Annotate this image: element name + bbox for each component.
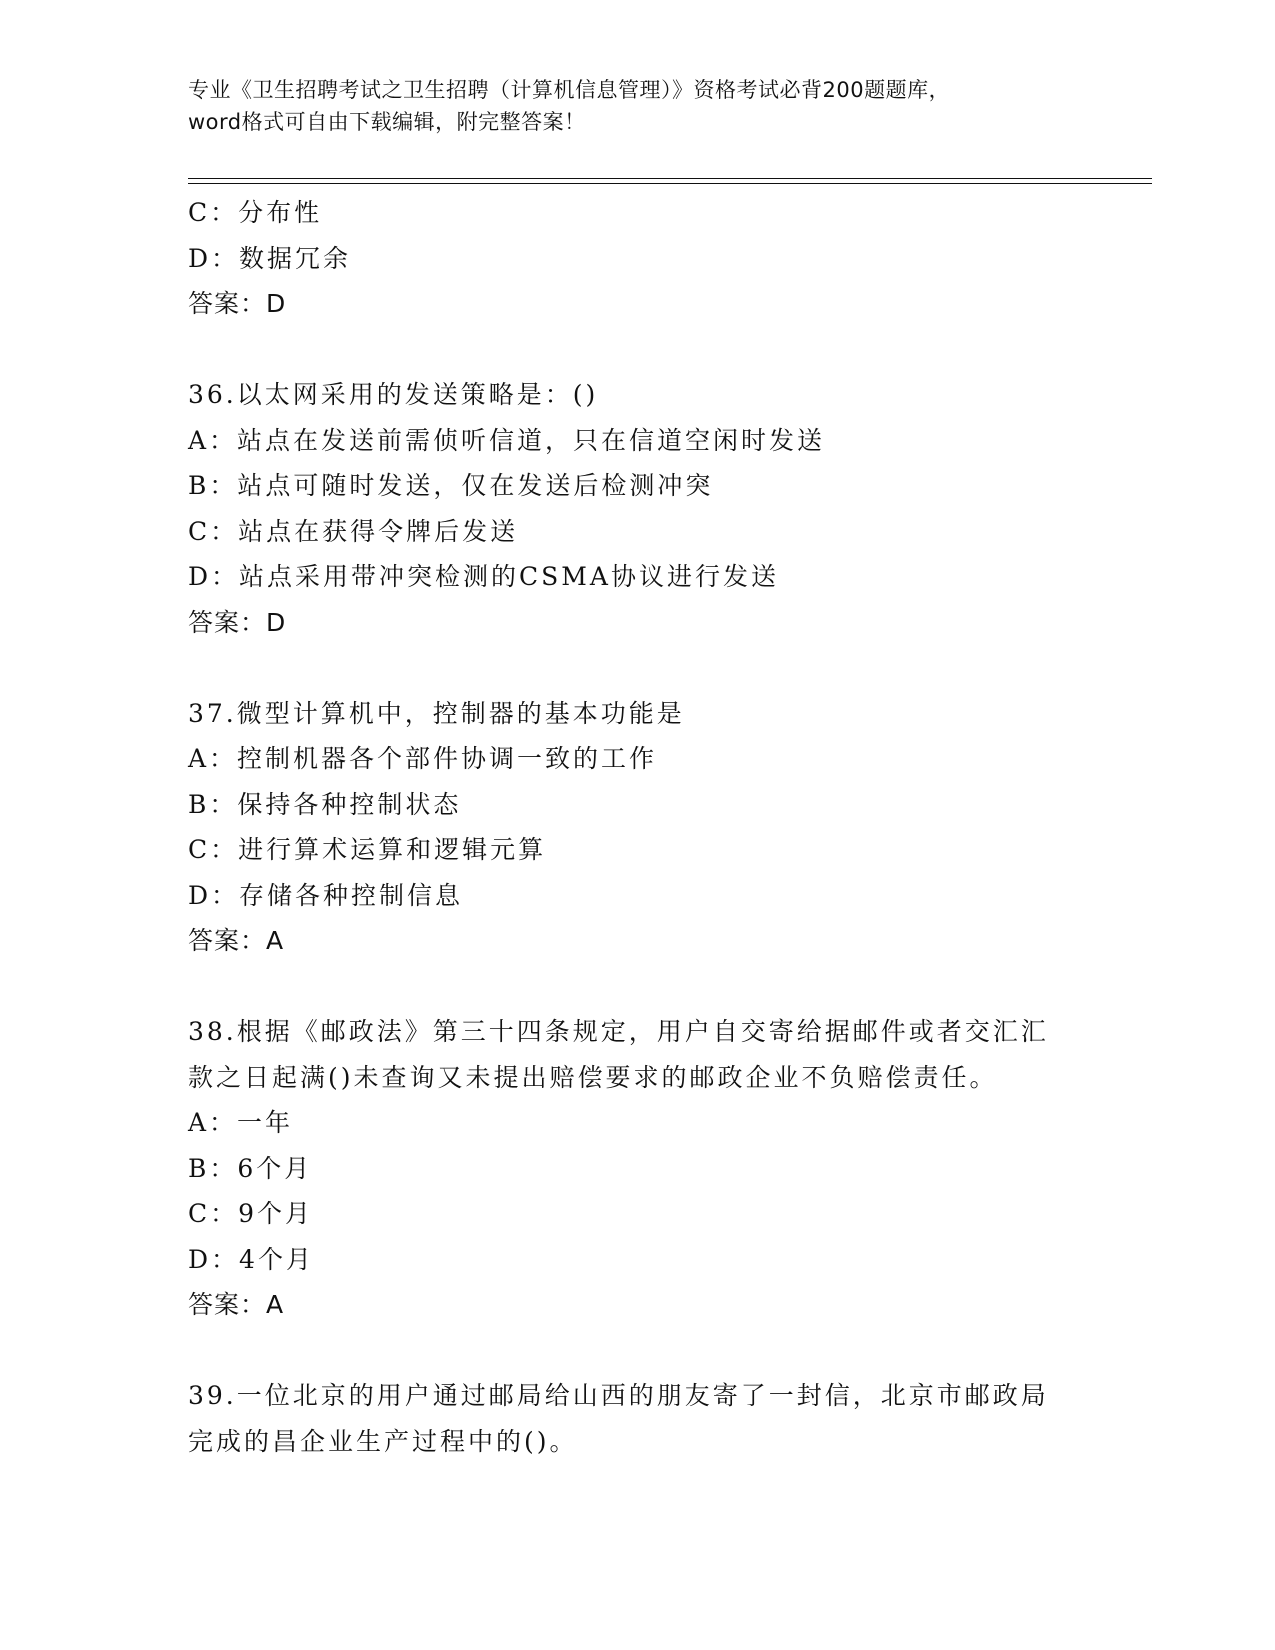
answer-line: 答案：D: [188, 289, 287, 318]
document-header: [188, 74, 1088, 138]
option-a: A：控制机器各个部件协调一致的工作: [188, 744, 658, 773]
question-37: [188, 691, 1088, 964]
answer-line: 答案：A: [188, 926, 285, 955]
answer-line: 答案：A: [188, 1290, 285, 1319]
answer-line: 答案：D: [188, 607, 287, 637]
option-b: B：保持各种控制状态: [188, 789, 462, 819]
option-d: D：数据冗余: [188, 243, 352, 273]
option-c: C：9个月: [188, 1199, 314, 1228]
question-38: [188, 1009, 1088, 1328]
spacer: [188, 1328, 1088, 1374]
spacer: [188, 964, 1088, 1010]
option-c: C：分布性: [188, 198, 323, 227]
option-c: C：进行算术运算和逻辑元算: [188, 835, 547, 864]
question-text-line-2: 款之日起满()未查询又未提出赔偿要求的邮政企业不负赔偿责任。: [188, 1062, 998, 1092]
option-d: D：4个月: [188, 1244, 314, 1274]
spacer: [188, 645, 1088, 691]
previous-question-tail: [188, 190, 1088, 327]
option-b: B：站点可随时发送，仅在发送后检测冲突: [188, 471, 714, 500]
header-title-line-2: word格式可自由下载编辑，附完整答案！: [188, 110, 586, 134]
option-d: D：站点采用带冲突检测的CSMA协议进行发送: [188, 562, 779, 591]
option-a: A：站点在发送前需侦听信道，只在信道空闲时发送: [188, 425, 826, 455]
header-divider-top: [188, 178, 1152, 179]
question-text: 37.微型计算机中，控制器的基本功能是: [188, 698, 685, 728]
question-text: 36.以太网采用的发送策略是：(): [188, 380, 599, 409]
question-39: [188, 1373, 1088, 1464]
question-text-line-1: 38.根据《邮政法》第三十四条规定，用户自交寄给据邮件或者交汇汇: [188, 1017, 1049, 1046]
spacer: [188, 327, 1088, 373]
option-a: A：一年: [188, 1108, 294, 1137]
option-d: D：存储各种控制信息: [188, 880, 464, 910]
header-divider-bottom: [188, 183, 1152, 184]
option-b: B：6个月: [188, 1153, 313, 1183]
question-list: [188, 190, 1088, 1464]
header-title-line-1: 专业《卫生招聘考试之卫生招聘（计算机信息管理）》资格考试必背200题题库，: [188, 78, 951, 102]
question-text-line-2: 完成的昌企业生产过程中的()。: [188, 1426, 578, 1456]
question-36: [188, 372, 1088, 645]
question-text-line-1: 39.一位北京的用户通过邮局给山西的朋友寄了一封信，北京市邮政局: [188, 1381, 1049, 1410]
option-c: C：站点在获得令牌后发送: [188, 516, 519, 546]
